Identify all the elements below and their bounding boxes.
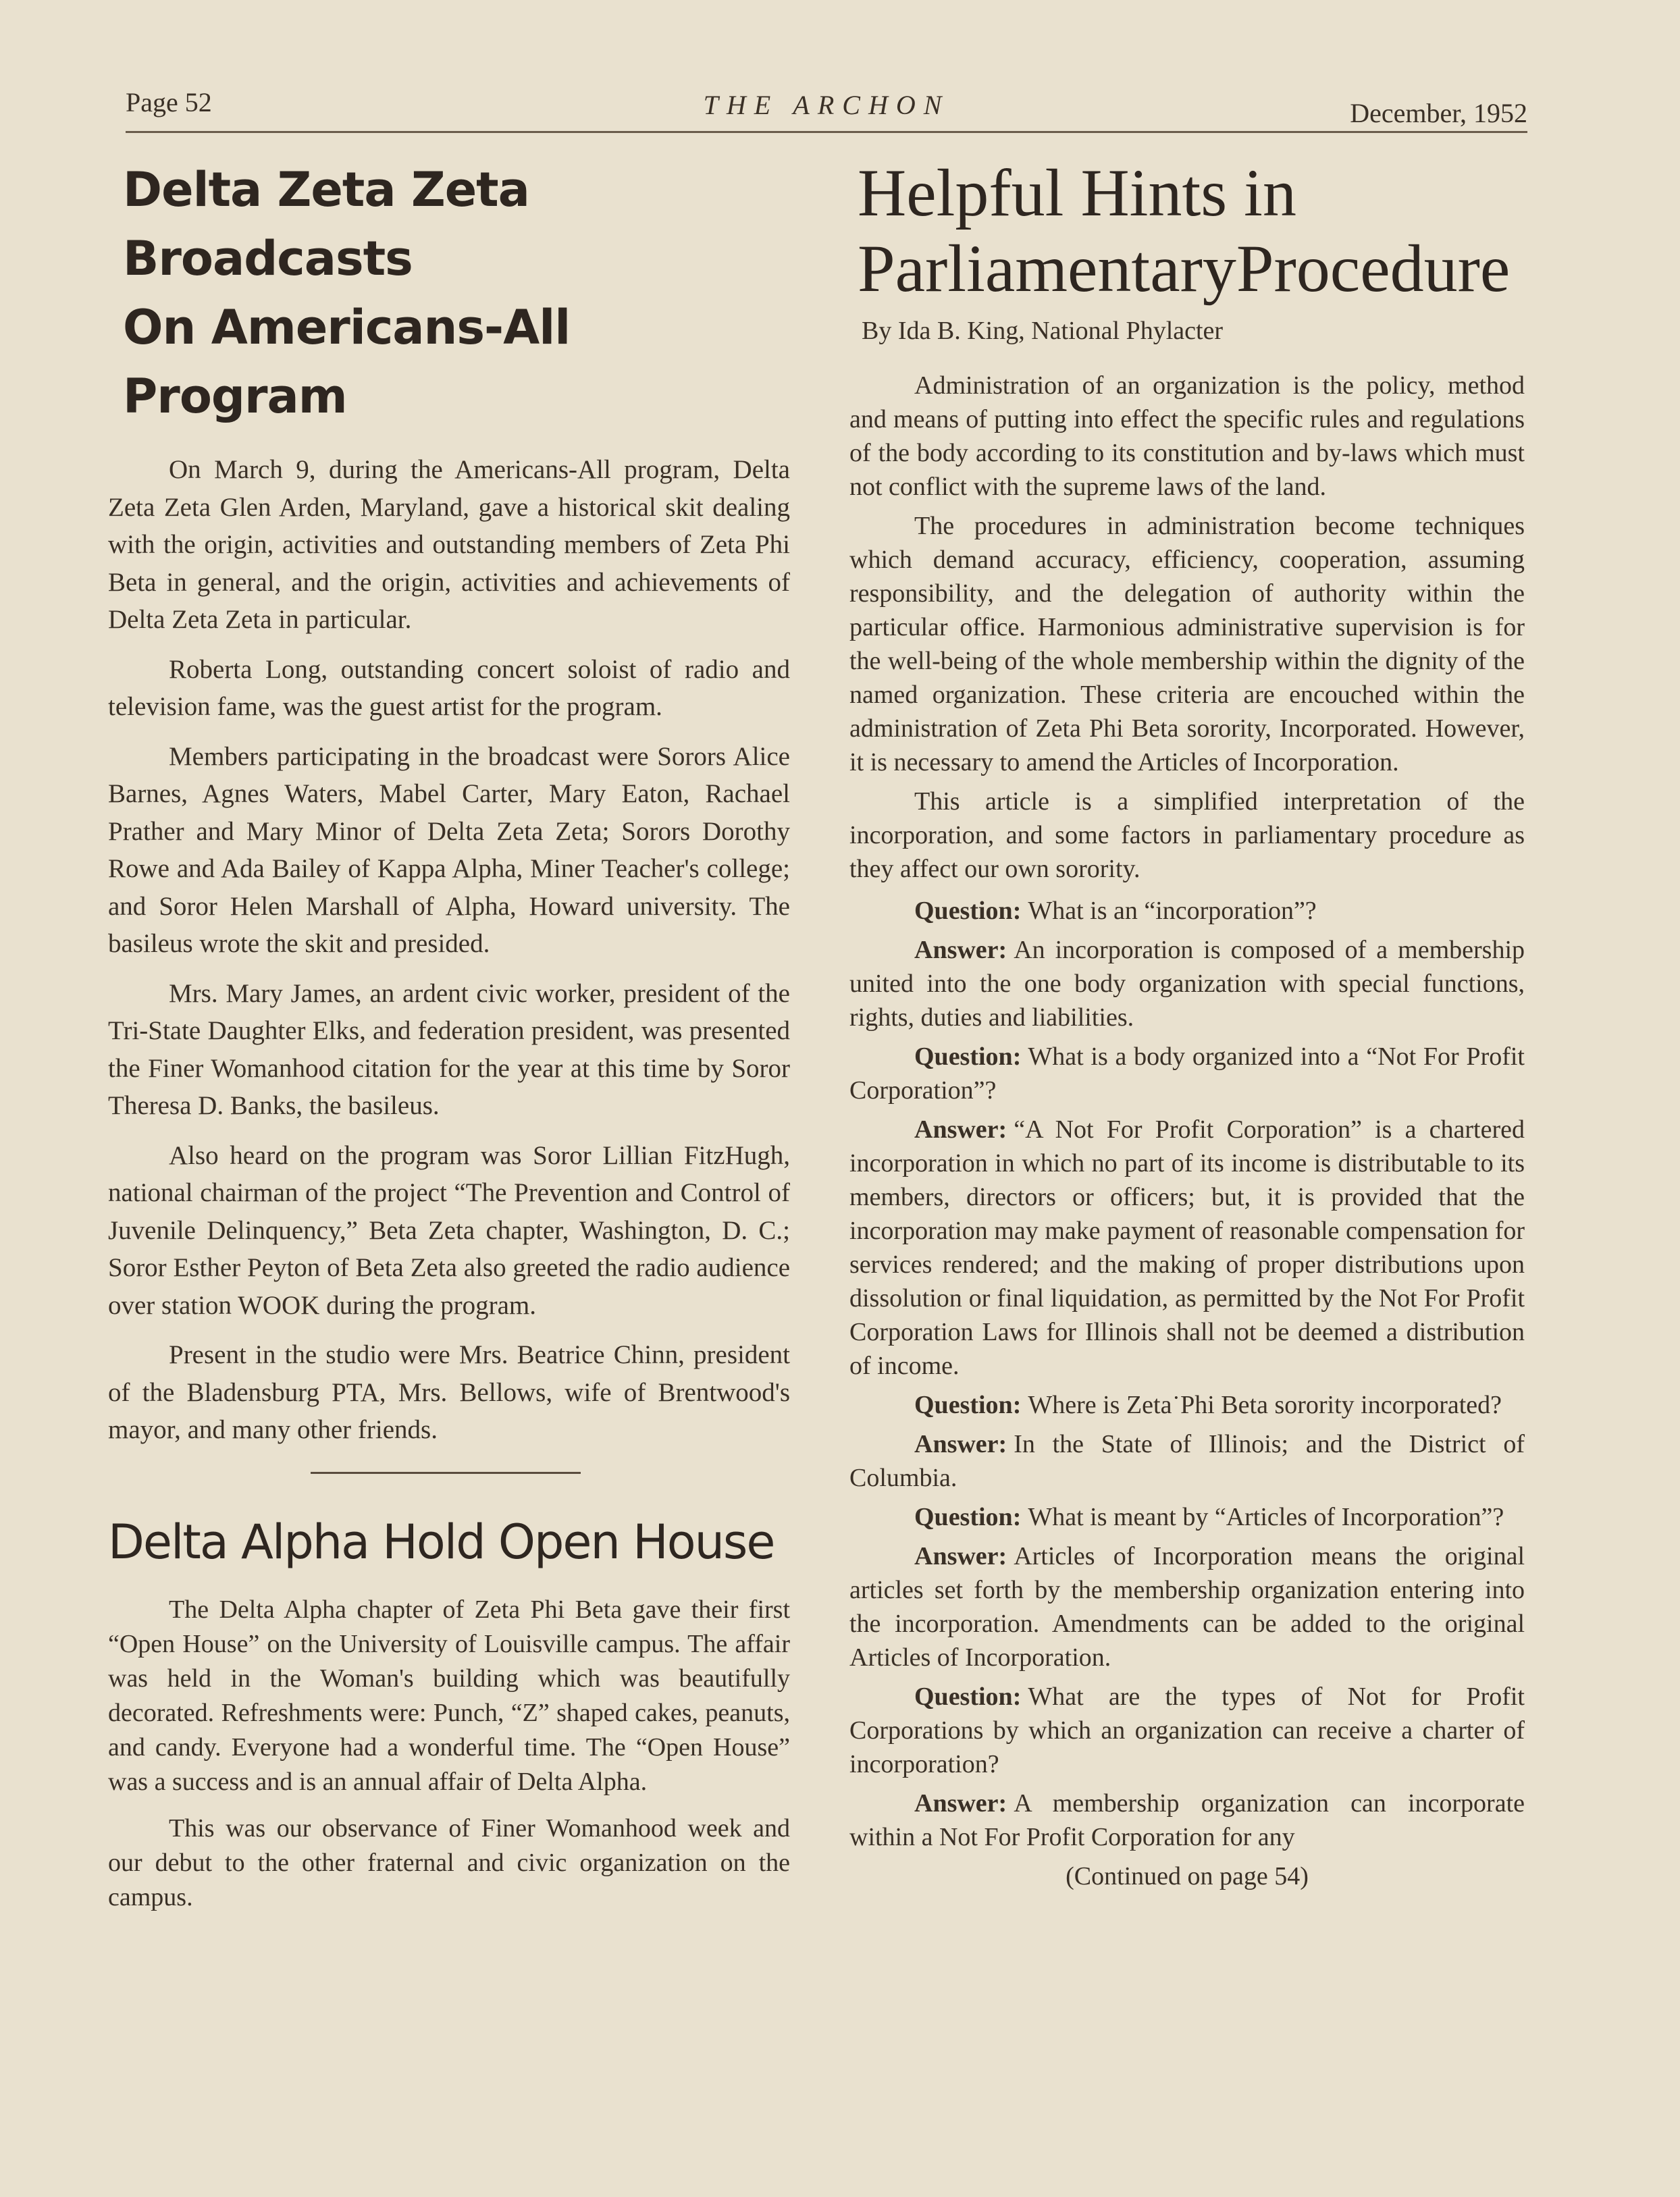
open-house-headline: Delta Alpha Hold Open House (108, 1514, 775, 1570)
paragraph: Roberta Long, outstanding concert soloist of radio and television fame, was the guest artist for the program. (108, 654, 790, 721)
open-house-article-body (108, 1593, 790, 1915)
broadcast-article-headline: Delta Zeta Zeta Broadcasts On Americans-All Program (123, 162, 571, 424)
publication-title: THE ARCHON (703, 90, 950, 120)
qa-item: Answer: Articles of Incorporation means the original articles set forth by the membership organization entering into the incorporation. Amendments can be added to the original Articles of Incorporation. (849, 1542, 1525, 1672)
paragraph: This was our observance of Finer Womanhood week and our debut to the other fraternal and civic organization on the campus. (108, 1814, 790, 1911)
paragraph: The Delta Alpha chapter of Zeta Phi Beta gave their first “Open House” on the University of Louisville campus. The affair was held in the Woman's building which was beautifully decorated. Refreshments were: Punch, “Z” shaped cakes, peanuts, and candy. Everyone had a wonderful time. The “Open House” was a success and is an annual affair of Delta Alpha. (108, 1595, 790, 1796)
qa-item: Answer: “A Not For Profit Corporation” is a chartered incorporation in which no part of its income is distributable to its members, directors or officers; but, it is provided that the incorporation may make payment of reasonable compensation for services rendered; and the making of proper distributions upon dissolution or final liquidation, as permitted by the Not For Profit Corporation Laws for Illinois shall not be deemed a distribution of income. (849, 1115, 1525, 1380)
paragraph: The procedures in administration become techniques which demand accuracy, efficiency, cooperation, assuming responsibility, and the delegation of authority within the particular office. Harmonious administrative supervision is for the well-being of the whole membership within the dignity of the named organization. These criteria are encouched within the administration of Zeta Phi Beta sorority, Incorporated. However, it is necessary to amend the Articles of Incorporation. (849, 512, 1525, 776)
page-number: Page 52 (126, 87, 212, 117)
qa-item: Answer: An incorporation is composed of a membership united into the one body organization with special functions, rights, duties and liabilities. (849, 936, 1525, 1032)
parliamentary-article-headline: Helpful Hints in ParliamentaryProcedure (858, 155, 1511, 306)
qa-item: Question: Where is Zeta˙Phi Beta sorority incorporated? (914, 1391, 1502, 1419)
paragraph: Present in the studio were Mrs. Beatrice Chinn, president of the Bladensburg PTA, Mrs. Bellows, wife of Brentwood's mayor, and many other friends. (108, 1340, 790, 1444)
section-divider (311, 1472, 581, 1474)
right-column (849, 155, 1525, 1899)
paragraph: Also heard on the program was Soror Lillian FitzHugh, national chairman of the project “The Prevention and Control of Juvenile Delinquency,” Beta Zeta chapter, Washington, D. C.; Soror Esther Peyton of Beta Zeta also greeted the radio audience over station WOOK during the program. (108, 1140, 790, 1320)
qa-item: Question: What is a body organized into a “Not For Profit Corporation”? (849, 1042, 1525, 1105)
qa-item: Answer: In the State of Illinois; and the District of Columbia. (849, 1430, 1525, 1492)
qa-item: Question: What is meant by “Articles of Incorporation”? (914, 1503, 1504, 1531)
qa-item: Question: What are the types of Not for Profit Corporations by which an organization can receive a charter of incorporation? (849, 1683, 1525, 1778)
paragraph: Mrs. Mary James, an ardent civic worker, president of the Tri-State Daughter Elks, and federation president, was presented the Finer Womanhood citation for the year at this time by Soror Theresa D. Banks, the basileus. (108, 978, 790, 1120)
running-head (126, 78, 1527, 139)
paragraph: On March 9, during the Americans-All program, Delta Zeta Zeta Glen Arden, Maryland, gave a historical skit dealing with the origin, activities and outstanding members of Zeta Phi Beta in general, and the origin, activities and achievements of Delta Zeta Zeta in particular. (108, 455, 790, 634)
header-rule (126, 131, 1527, 133)
qa-item: Question: What is an “incorporation”? (914, 897, 1317, 925)
issue-date: December, 1952 (1350, 98, 1527, 128)
paragraph: Administration of an organization is the policy, method and means of putting into effect the specific rules and regulations of the body according to its constitution and by-laws which must not conflict with the supreme laws of the land. (849, 371, 1525, 501)
byline: By Ida B. King, National Phylacter (862, 317, 1224, 345)
parliamentary-article-body (849, 369, 1525, 1893)
qa-item: Answer: A membership organization can incorporate within a Not For Profit Corporation for any (849, 1789, 1525, 1851)
paragraph: This article is a simplified interpretation of the incorporation, and some factors in parliamentary procedure as they affect our own sorority. (849, 787, 1525, 883)
continued-note: (Continued on page 54) (1066, 1862, 1309, 1890)
left-column (108, 155, 790, 1927)
paragraph: Members participating in the broadcast were Sorors Alice Barnes, Agnes Waters, Mabel Carter, Mary Eaton, Rachael Prather and Mary Minor of Delta Zeta Zeta; Sorors Dorothy Rowe and Ada Bailey of Kappa Alpha, Miner Teacher's college; and Soror Helen Marshall of Alpha, Howard university. The basileus wrote the skit and presided. (108, 741, 790, 958)
broadcast-article-body (108, 451, 790, 1449)
